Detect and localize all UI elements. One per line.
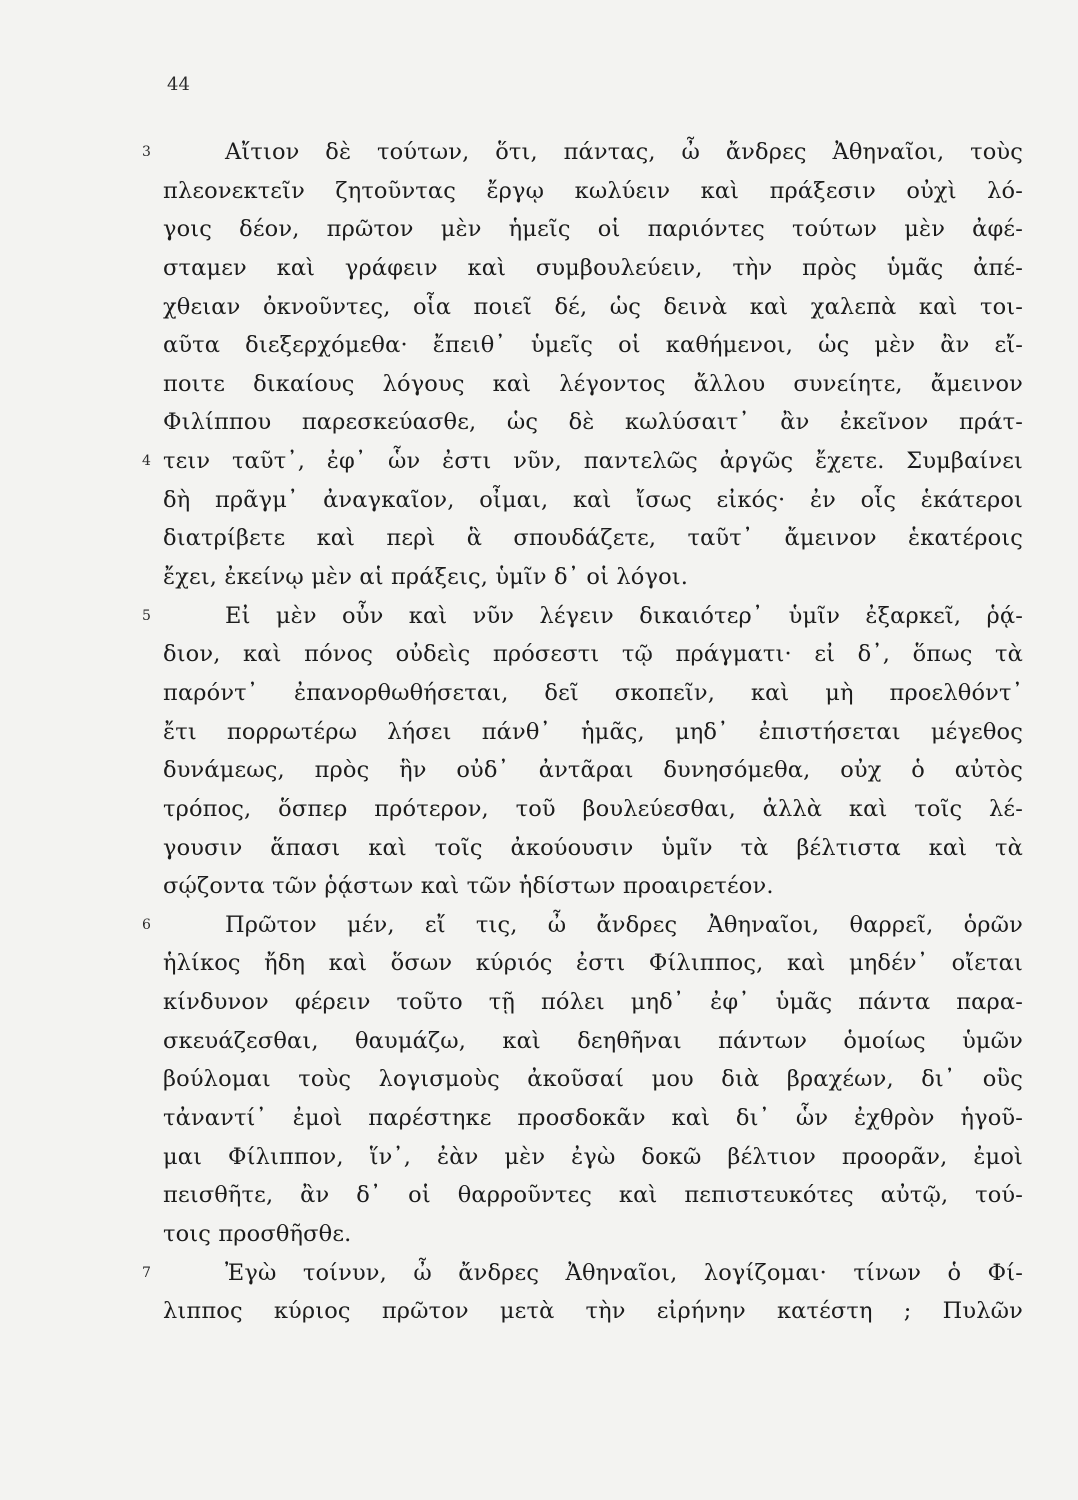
line-text: Εἰ μὲν οὖν καὶ νῦν λέγειν δικαιότερ᾽ ὑμῖν ἐξαρκεῖ, ῥᾴ- (225, 602, 1023, 629)
line-text: παρόντ᾽ ἐπανορθωθήσεται, δεῖ σκοπεῖν, καὶ μὴ προελθόντ᾽ (163, 679, 1023, 706)
line-text: κίνδυνον φέρειν τοῦτο τῇ πόλει μηδ᾽ ἐφ᾽ ὑμᾶς πάντα παρα- (163, 989, 1023, 1016)
text-line (163, 751, 1023, 790)
line-text: μαι Φίλιππον, ἵν᾽, ἐὰν μὲν ἐγὼ δοκῶ βέλτιον προορᾶν, ἐμοὶ (163, 1143, 1023, 1170)
line-text: Πρῶτον μέν, εἴ τις, ὦ ἄνδρες Ἀθηναῖοι, θαρρεῖ, ὁρῶν (225, 911, 1023, 938)
text-line (142, 1254, 1023, 1293)
text-line (163, 790, 1023, 829)
text-line (163, 519, 1023, 558)
text-line (163, 288, 1023, 327)
line-text: τοις προσθῆσθε. (163, 1220, 352, 1247)
line-text: δὴ πρᾶγμ᾽ ἀναγκαῖον, οἶμαι, καὶ ἴσως εἰκός· ἐν οἷς ἑκάτεροι (163, 486, 1023, 513)
line-text: τειν ταῦτ᾽, ἐφ᾽ ὧν ἐστι νῦν, παντελῶς ἀργῶς ἔχετε. Συμβαίνει (163, 448, 1023, 475)
text-line (163, 1099, 1023, 1138)
text-line (163, 1138, 1023, 1177)
text-line (163, 1215, 1023, 1254)
line-text: ἔτι πορρωτέρω λήσει πάνθ᾽ ἡμᾶς, μηδ᾽ ἐπιστήσεται μέγεθος (163, 718, 1023, 745)
text-line (163, 983, 1023, 1022)
text-line (163, 867, 1023, 906)
section-number: 6 (142, 916, 152, 933)
section-number: 3 (142, 144, 152, 160)
text-line (163, 403, 1023, 442)
text-line (142, 442, 1023, 481)
line-text: ποιτε δικαίους λόγους καὶ λέγοντος ἄλλου συνείητε, ἄμεινον (163, 370, 1023, 397)
page-number: 44 (167, 74, 190, 95)
line-text: δυνάμεως, πρὸς ἣν οὐδ᾽ ἀντᾶραι δυνησόμεθα, οὐχ ὁ αὐτὸς (163, 757, 1023, 784)
line-text: πλεονεκτεῖν ζητοῦντας ἔργῳ κωλύειν καὶ πράξεσιν οὐχὶ λό- (163, 177, 1023, 204)
line-text: σῴζοντα τῶν ῥᾴστων καὶ τῶν ἡδίστων προαιρετέον. (163, 873, 774, 900)
line-text: ἡλίκος ἤδη καὶ ὅσων κύριός ἐστι Φίλιππος, καὶ μηδέν᾽ οἴεται (163, 950, 1023, 977)
line-text: Ἐγὼ τοίνυν, ὦ ἄνδρες Ἀθηναῖοι, λογίζομαι· τίνων ὁ Φί- (225, 1259, 1023, 1286)
text-line (163, 1176, 1023, 1215)
text-line (163, 713, 1023, 752)
section-number: 5 (142, 607, 152, 624)
text-line (163, 1022, 1023, 1061)
text-line (163, 365, 1023, 404)
line-text: διον, καὶ πόνος οὐδεὶς πρόσεστι τῷ πράγματι· εἰ δ᾽, ὅπως τὰ (163, 641, 1023, 668)
line-text: τἀναντί᾽ ἐμοὶ παρέστηκε προσδοκᾶν καὶ δι᾽ ὧν ἐχθρὸν ἡγοῦ- (163, 1105, 1023, 1132)
line-text: σταμεν καὶ γράφειν καὶ συμβουλεύειν, τὴν πρὸς ὑμᾶς ἀπέ- (163, 254, 1023, 281)
text-line (163, 635, 1023, 674)
text-line (163, 674, 1023, 713)
text-line (142, 133, 1023, 172)
text-line (163, 326, 1023, 365)
line-text: διατρίβετε καὶ περὶ ἃ σπουδάζετε, ταῦτ᾽ ἄμεινον ἑκατέροις (163, 525, 1023, 552)
text-line (142, 597, 1023, 636)
line-text: πεισθῆτε, ἂν δ᾽ οἱ θαρροῦντες καὶ πεπιστευκότες αὐτῷ, τού- (163, 1182, 1023, 1209)
line-text: γουσιν ἅπασι καὶ τοῖς ἀκούουσιν ὑμῖν τὰ βέλτιστα καὶ τὰ (163, 834, 1023, 861)
text-line (142, 906, 1023, 945)
line-text: αῦτα διεξερχόμεθα· ἔπειθ᾽ ὑμεῖς οἱ καθήμενοι, ὡς μὲν ἂν εἴ- (163, 332, 1023, 359)
text-line (163, 944, 1023, 983)
text-line (163, 829, 1023, 868)
text-line (163, 249, 1023, 288)
text-line (163, 1292, 1023, 1331)
line-text: γοις δέον, πρῶτον μὲν ἡμεῖς οἱ παριόντες τούτων μὲν ἀφέ- (163, 216, 1023, 243)
line-text: σκευάζεσθαι, θαυμάζω, καὶ δεηθῆναι πάντων ὁμοίως ὑμῶν (163, 1027, 1023, 1054)
line-text: βούλομαι τοὺς λογισμοὺς ἀκοῦσαί μου διὰ βραχέων, δι᾽ οὓς (163, 1066, 1023, 1093)
line-text: λιππος κύριος πρῶτον μετὰ τὴν εἰρήνην κατέστη ; Πυλῶν (163, 1298, 1023, 1325)
section-number: 4 (142, 453, 152, 470)
text-line (163, 210, 1023, 249)
text-line (163, 1060, 1023, 1099)
line-text: ἔχει, ἐκείνῳ μὲν αἱ πράξεις, ὑμῖν δ᾽ οἱ λόγοι. (163, 564, 689, 591)
line-text: Αἴτιον δὲ τούτων, ὅτι, πάντας, ὦ ἄνδρες Ἀθηναῖοι, τοὺς (225, 139, 1023, 165)
body-text (142, 133, 1023, 1331)
line-text: τρόπος, ὅσπερ πρότερον, τοῦ βουλεύεσθαι, ἀλλὰ καὶ τοῖς λέ- (163, 795, 1023, 822)
text-line (163, 481, 1023, 520)
line-text: χθειαν ὀκνοῦντες, οἷα ποιεῖ δέ, ὡς δεινὰ καὶ χαλεπὰ καὶ τοι- (163, 293, 1023, 320)
text-line (163, 172, 1023, 211)
section-number: 7 (142, 1264, 152, 1281)
line-text: Φιλίππου παρεσκεύασθε, ὡς δὲ κωλύσαιτ᾽ ἂν ἐκεῖνον πράτ- (163, 409, 1023, 436)
text-line (163, 558, 1023, 597)
